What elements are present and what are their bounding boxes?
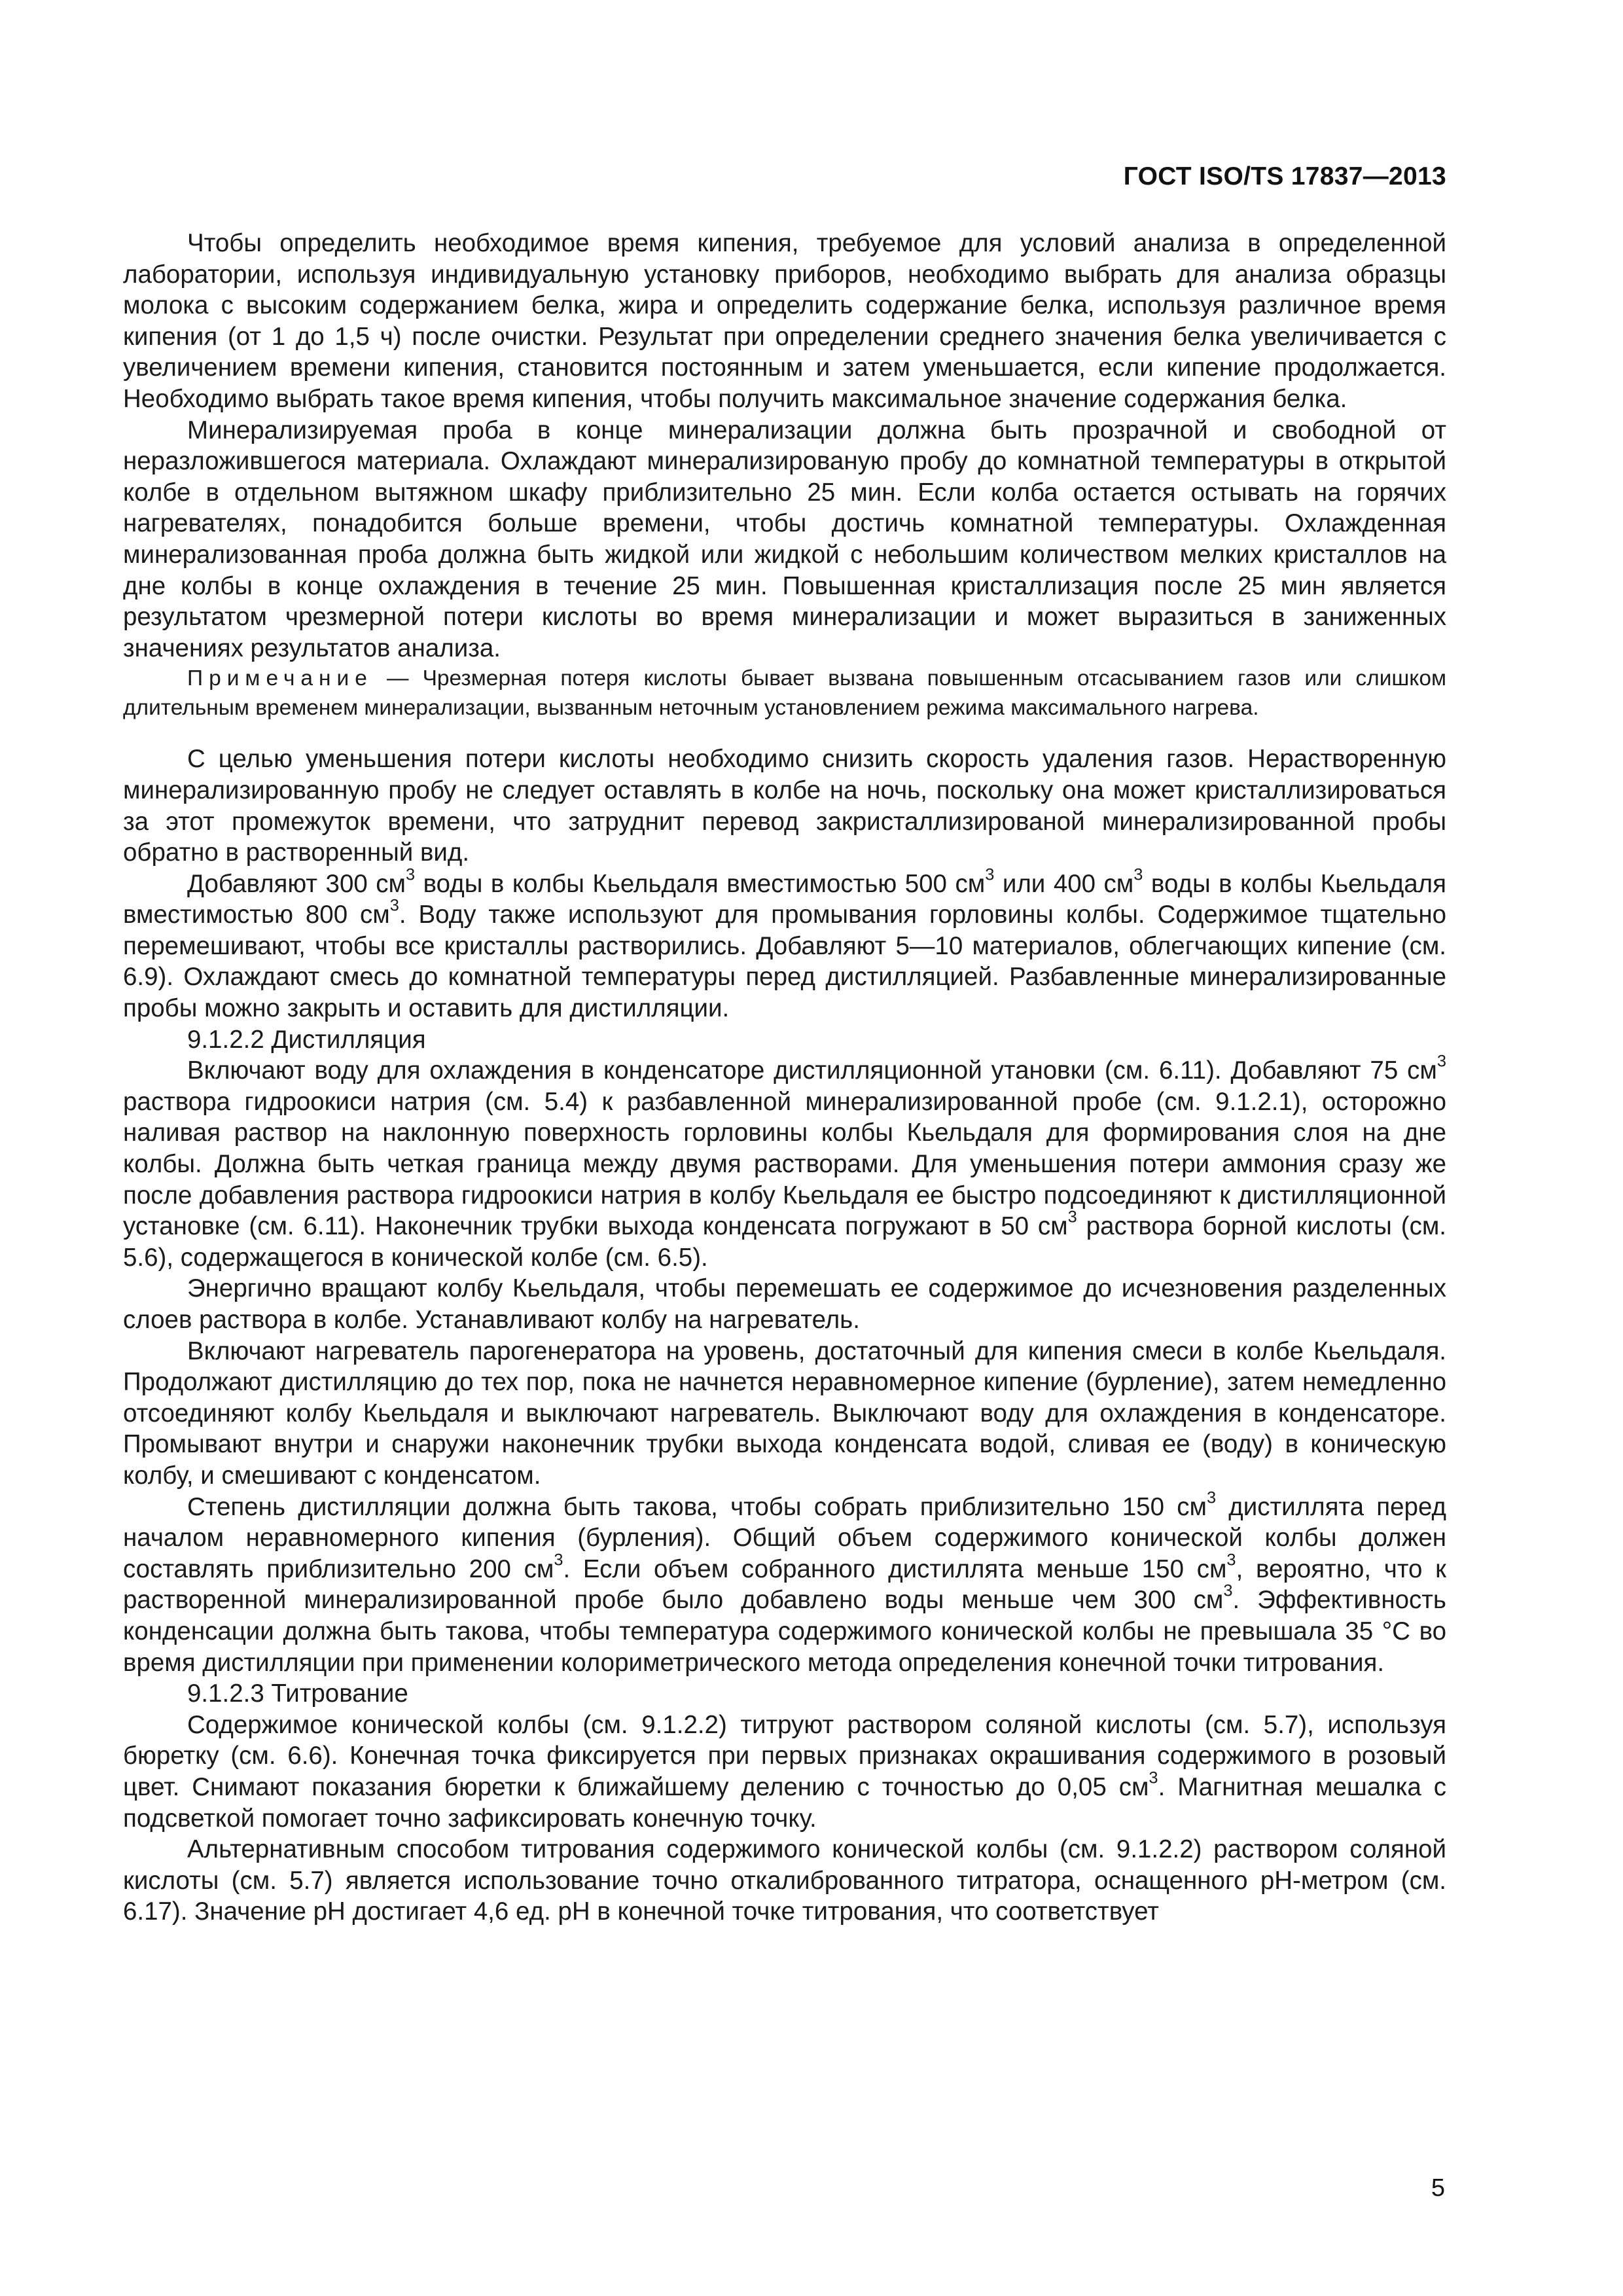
paragraph-add-water: Добавляют 300 $см^3$ воды в колбы Кьельдаля вместимостью 500 $см^3$ или 400 $см^3$ воды в колбы Кьельдаля вместимостью 800 $см^3$. Воду также используют для промывания горловины колбы. Содержимое тщательно перемешивают, чтобы все кристаллы растворились. Добавляют 5—10 материалов, облегчающих кипение (см. 6.9). Охлаждают смесь до комнатной температуры перед дистилляцией. Разбавленные минерализированные пробы можно закрыть и оставить для дистилляции.	[123, 865, 1446, 1023]
note-label: Примечание	[187, 666, 373, 691]
paragraph-distillation-setup: Включают воду для охлаждения в конденсаторе дистилляционной утановки (см. 6.11). Добавляют 75 $см^3$ раствора гидроокиси натрия (см. 5.4) к разбавленной минерализированной пробе (см. 9.1.2.1), осторожно наливая раствор на наклонную поверхность горловины колбы Кьельдаля для формирования слоя на дне колбы. Должна быть четкая граница между двумя растворами. Для уменьшения потери аммония сразу же после добавления раствора гидроокиси натрия в колбу Кьельдаля ее быстро подсоединяют к дистилляционной установке (см. 6.11). Наконечник трубки выхода конденсата погружают в 50 $см^3$ раствора борной кислоты (см. 5.6), содержащегося в конической колбе (см. 6.5).	[123, 1052, 1446, 1272]
paragraph-mineralized-sample: Минерализируемая проба в конце минерализации должна быть прозрачной и свободной от неразложившегося материала. Охлаждают минерализированую пробу до комнатной температуры в открытой колбе в отдельном вытяжном шкафу приблизительно 25 мин. Если колба остается остывать на горячих нагревателях, понадобится больше времени, чтобы достичь комнатной температуры. Охлажденная минерализованная проба должна быть жидкой или жидкой с небольшим количеством мелких кристаллов на дне колбы в конце охлаждения в течение 25 мин. Повышенная кристаллизация после 25 мин является результатом чрезмерной потери кислоты во время минерализации и может выразиться в заниженных значениях результатов анализа.	[123, 416, 1446, 662]
paragraph-heater: Включают нагреватель парогенератора на уровень, достаточный для кипения смеси в колбе Кьельдаля. Продолжают дистилляцию до тех пор, пока не начнется неравномерное кипение (бурление), затем немедленно отсоединяют колбу Кьельдаля и выключают нагреватель. Выключают воду для охлаждения в конденсаторе. Промывают внутри и снаружи наконечник трубки выхода конденсата водой, сливая ее (воду) в коническую колбу, и смешивают с конденсатом.	[123, 1336, 1446, 1490]
paragraph-alternative-titration: Альтернативным способом титрования содержимого конической колбы (см. 9.1.2.2) раствором соляной кислоты (см. 5.7) является использование точно откалиброванного титратора, оснащенного pH-метром (см. 6.17). Значение pH достигает 4,6 ед. pH в конечной точке титрования, что соответствует	[123, 1835, 1446, 1926]
note	[123, 664, 1446, 723]
subheading-titration: 9.1.2.3 Титрование	[187, 1679, 408, 1708]
paragraph-rotate-flask: Энергично вращают колбу Кьельдаля, чтобы перемешать ее содержимое до исчезновения разделенных слоев раствора в колбе. Устанавливают колбу на нагреватель.	[123, 1274, 1446, 1334]
subheading-distillation: 9.1.2.2 Дистилляция	[187, 1025, 426, 1054]
document-header: ГОСТ ISO/TS 17837—2013	[1123, 162, 1446, 190]
document-body	[123, 228, 1446, 1928]
paragraph-acid-loss: С целью уменьшения потери кислоты необходимо снизить скорость удаления газов. Нерастворенную минерализированную пробу не следует оставлять в колбе на ночь, поскольку она может кристаллизироваться за этот промежуток времени, что затруднит перевод закристаллизированой минерализированной пробы обратно в растворенный вид.	[123, 745, 1446, 867]
paragraph-titration: Содержимое конической колбы (см. 9.1.2.2) титруют раствором соляной кислоты (см. 5.7), используя бюретку (см. 6.6). Конечная точка фиксируется при первых признаках окрашивания содержимого в розовый цвет. Снимают показания бюретки к ближайшему делению с точностью до 0,05 $см^3$. Магнитная мешалка с подсветкой помогает точно зафиксировать конечную точку.	[123, 1710, 1446, 1833]
page-number: 5	[1431, 2174, 1445, 2202]
paragraph-boiling-time: Чтобы определить необходимое время кипения, требуемое для условий анализа в определенной лаборатории, используя индивидуальную установку приборов, необходимо выбрать для анализа образцы молока с высоким содержанием белка, жира и определить содержание белка, используя различное время кипения (от 1 до 1,5 ч) после очистки. Результат при определении среднего значения белка увеличивается с увеличением времени кипения, становится постоянным и затем уменьшается, если кипение продолжается. Необходимо выбрать такое время кипения, чтобы получить максимальное значение содержания белка.	[123, 229, 1446, 413]
note-text: — Чрезмерная потеря кислоты бывает вызвана повышенным отсасыванием газов или слишком длительным временем минерализации, вызванным неточным установлением режима максимального нагрева.	[123, 666, 1446, 721]
paragraph-distillation-degree: Степень дистилляции должна быть такова, чтобы собрать приблизительно 150 $см^3$ дистиллята перед началом неравномерного кипения (бурления). Общий объем содержимого конической колбы должен составлять приблизительно 200 $см^3$. Если объем собранного дистиллята меньше 150 $см^3$, вероятно, что к растворенной минерализированной пробе было добавлено воды меньше чем 300 $см^3$. Эффективность конденсации должна быть такова, чтобы температура содержимого конической колбы не превышала 35 °С во время дистилляции при применении колориметрического метода определения конечной точки титрования.	[123, 1488, 1446, 1677]
